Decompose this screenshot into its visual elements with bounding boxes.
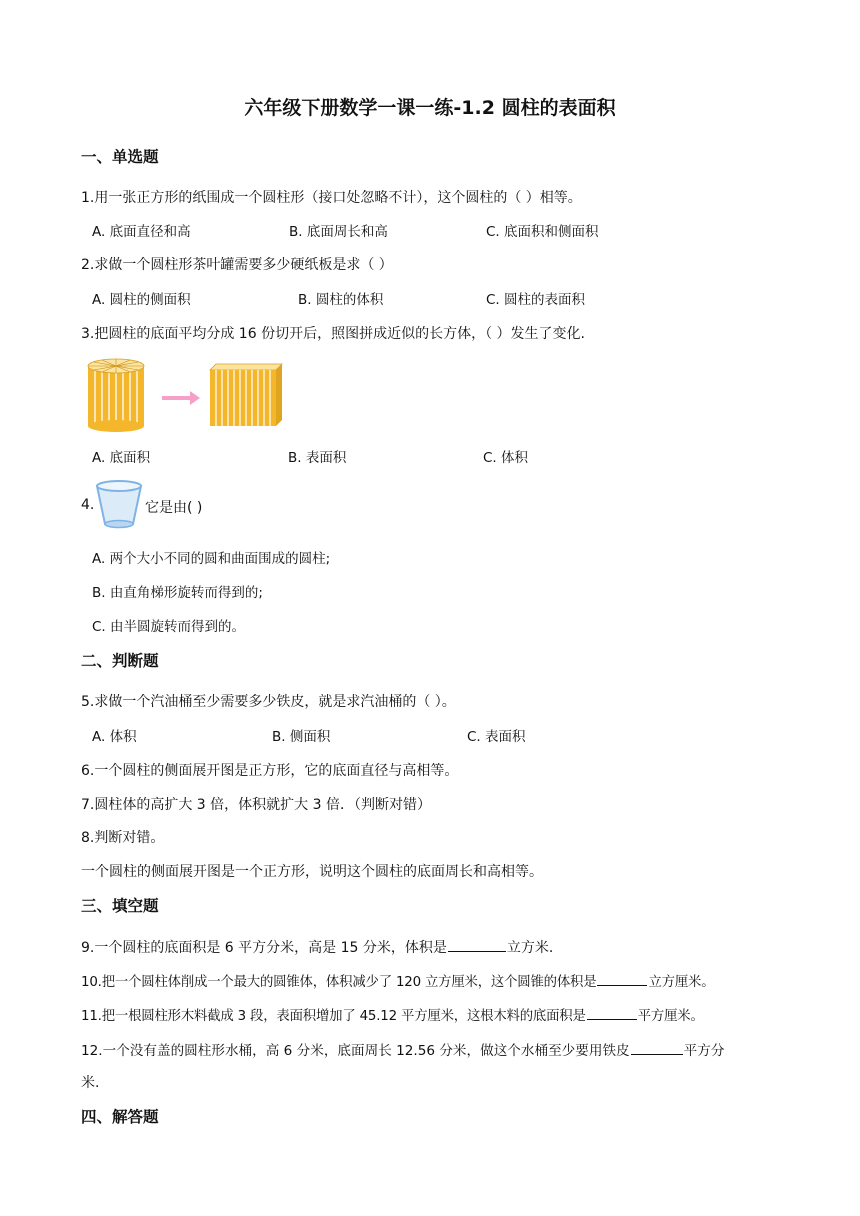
question-12-line2: 米. xyxy=(81,1075,100,1091)
q5-option-b[interactable]: B. 侧面积 xyxy=(272,729,331,745)
q11-before: 11.把一根圆柱形木料截成 3 段，表面积增加了 45.12 平方厘米，这根木料的底面积是 xyxy=(81,1009,586,1024)
q1-option-a[interactable]: A. 底面直径和高 xyxy=(92,224,191,240)
q12-blank[interactable] xyxy=(631,1040,683,1055)
question-10-text xyxy=(81,971,714,990)
question-9-text xyxy=(81,937,553,957)
question-8-text: 8.判断对错。 xyxy=(81,830,165,846)
section-heading-solve: 四、解答题 xyxy=(81,1108,159,1126)
section-heading-fill-blank: 三、填空题 xyxy=(81,897,159,915)
question-7-text: 7.圆柱体的高扩大 3 倍，体积就扩大 3 倍．（判断对错） xyxy=(81,797,431,813)
q9-before: 9.一个圆柱的底面积是 6 平方分米，高是 15 分米，体积是 xyxy=(81,940,447,956)
cylinder-icon xyxy=(88,359,144,432)
question-8-statement: 一个圆柱的侧面展开图是一个正方形，说明这个圆柱的底面周长和高相等。 xyxy=(81,864,543,880)
cylinder-to-prism-figure xyxy=(86,356,286,436)
q9-blank[interactable] xyxy=(448,937,506,952)
q3-option-c[interactable]: C. 体积 xyxy=(483,450,529,466)
question-5-text: 5.求做一个汽油桶至少需要多少铁皮，就是求汽油桶的（ ）。 xyxy=(81,694,456,710)
rectangular-prism-icon xyxy=(210,364,282,426)
question-4-text: 它是由( ) xyxy=(145,500,203,516)
question-4-number: 4. xyxy=(81,497,95,513)
q4-option-a[interactable]: A. 两个大小不同的圆和曲面围成的圆柱; xyxy=(92,551,331,567)
page-title: 六年级下册数学一课一练-1.2 圆柱的表面积 xyxy=(244,97,616,119)
section-heading-true-false: 二、判断题 xyxy=(81,652,159,670)
question-2-text: 2.求做一个圆柱形茶叶罐需要多少硬纸板是求（ ） xyxy=(81,257,393,273)
q12-after: 平方分 xyxy=(683,1043,725,1059)
q11-blank[interactable] xyxy=(587,1005,637,1020)
question-11-text xyxy=(81,1005,704,1024)
q10-before: 10.把一个圆柱体削成一个最大的圆锥体，体积减少了 120 立方厘米，这个圆锥的体积是 xyxy=(81,975,597,990)
q9-after: 立方米. xyxy=(506,940,554,956)
q1-option-b[interactable]: B. 底面周长和高 xyxy=(289,224,388,240)
question-1-text: 1.用一张正方形的纸围成一个圆柱形（接口处忽略不计），这个圆柱的（ ）相等。 xyxy=(81,190,582,206)
q3-option-b[interactable]: B. 表面积 xyxy=(288,450,347,466)
q4-option-b[interactable]: B. 由直角梯形旋转而得到的; xyxy=(92,585,263,601)
question-12-text xyxy=(81,1039,724,1059)
q10-blank[interactable] xyxy=(597,971,647,986)
question-3-text: 3.把圆柱的底面平均分成 16 份切开后，照图拼成近似的长方体，（ ）发生了变化. xyxy=(81,326,585,342)
section-heading-single-choice: 一、单选题 xyxy=(81,148,159,166)
q1-option-c[interactable]: C. 底面积和侧面积 xyxy=(486,224,599,240)
q11-after: 平方厘米。 xyxy=(637,1009,704,1024)
q5-option-a[interactable]: A. 体积 xyxy=(92,729,137,745)
q3-option-a[interactable]: A. 底面积 xyxy=(92,450,151,466)
arrow-right-icon xyxy=(162,391,200,405)
question-6-text: 6.一个圆柱的侧面展开图是正方形，它的底面直径与高相等。 xyxy=(81,763,459,779)
q12-before: 12.一个没有盖的圆柱形水桶，高 6 分米，底面周长 12.56 分米，做这个水桶至少要用铁皮 xyxy=(81,1043,630,1059)
q5-option-c[interactable]: C. 表面积 xyxy=(467,729,526,745)
q2-option-a[interactable]: A. 圆柱的侧面积 xyxy=(92,292,191,308)
cup-icon xyxy=(94,478,144,530)
q4-option-c[interactable]: C. 由半圆旋转而得到的。 xyxy=(92,619,246,635)
q2-option-b[interactable]: B. 圆柱的体积 xyxy=(298,292,384,308)
q10-after: 立方厘米。 xyxy=(648,975,715,990)
q2-option-c[interactable]: C. 圆柱的表面积 xyxy=(486,292,586,308)
